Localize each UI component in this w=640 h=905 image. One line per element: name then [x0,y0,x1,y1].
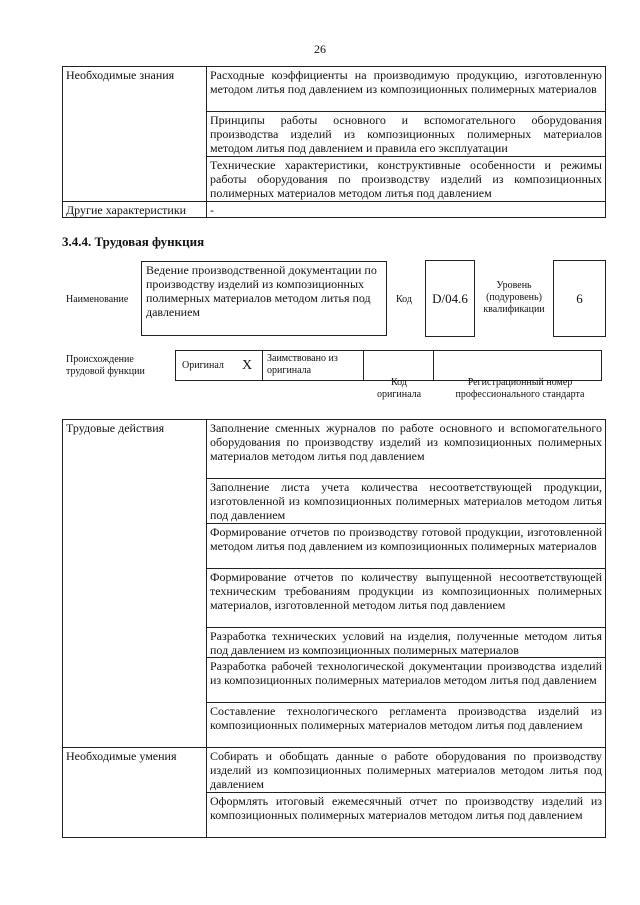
other-characteristics-value: - [207,202,606,218]
action-item: Разработка рабочей технологической документации производства изделий из композиционных полимерных материалов методом литья под давлением [207,658,606,703]
actions-label: Трудовые действия [63,420,207,748]
action-item: Составление технологического регламента производства изделий из композиционных полимерных материалов методом литья под давлением [207,703,606,748]
skills-label: Необходимые умения [63,748,207,838]
section-heading: 3.4.4. Трудовая функция [62,234,205,249]
table-row [63,748,606,793]
skill-item: Оформлять итоговый ежемесячный отчет по производству изделий из композиционных полимерных материалов методом литья под давлением [207,793,606,838]
original-label: Оригинал [182,360,224,371]
knowledge-item: Принципы работы основного и вспомогательного оборудования производства изделий из композиционных полимерных материалов методом литья под давлением и правила его эксплуатации [207,112,606,157]
knowledge-item: Расходные коэффициенты на производимую продукцию, изготовленную методом литья под давлением из композиционных полимерных материалов [207,67,606,112]
borrowed-cell [262,350,364,381]
action-item: Заполнение листа учета количества несоответствующей продукции, изготовленной из композиционных полимерных материалов методом литья под давлением [207,479,606,524]
actions-table [62,419,606,838]
level-value: 6 [553,260,606,337]
table-row [63,202,606,218]
origin-label: Происхождение трудовой функции [66,354,145,377]
original-mark: X [242,358,253,373]
code-value: D/04.6 [425,260,475,337]
knowledge-table [62,66,606,218]
name-label: Наименование [66,294,129,305]
other-characteristics-label: Другие характеристики [63,202,207,218]
code-caption: Код оригинала [376,377,422,400]
knowledge-item: Технические характеристики, конструктивные особенности и режимы работы оборудования по производству изделий из композиционных полимерных материалов методом литья под давлением [207,157,606,202]
name-value: Ведение производственной документации по производству изделий из композиционных полимерных материалов методом литья под давлением [141,261,387,336]
action-item: Разработка технических условий на изделия, полученные методом литья под давлением из композиционных полимерных материалов [207,628,606,658]
table-row [63,420,606,479]
borrowed-label: Заимствовано из оригинала [267,353,338,376]
table-row [63,67,606,112]
action-item: Заполнение сменных журналов по работе основного и вспомогательного оборудования по производству изделий из композиционных полимерных материалов методом литья под давлением [207,420,606,479]
knowledge-label: Необходимые знания [63,67,207,202]
page-number: 26 [314,42,326,56]
action-item: Формирование отчетов по производству готовой продукции, изготовленной методом литья под давлением из композиционных полимерных материалов [207,524,606,569]
original-cell [175,350,263,381]
reg-caption: Регистрационный номер профессионального стандарта [455,377,585,400]
level-label: Уровень (подуровень) квалификации [483,280,545,315]
action-item: Формирование отчетов по количеству выпущенной несоответствующей техническим требованиям продукции из композиционных полимерных материалов, изготовленной методом литья под давлением [207,569,606,628]
skill-item: Собирать и обобщать данные о работе оборудования по производству изделий из композиционных полимерных материалов методом литья под давлением [207,748,606,793]
code-label: Код [396,294,412,305]
